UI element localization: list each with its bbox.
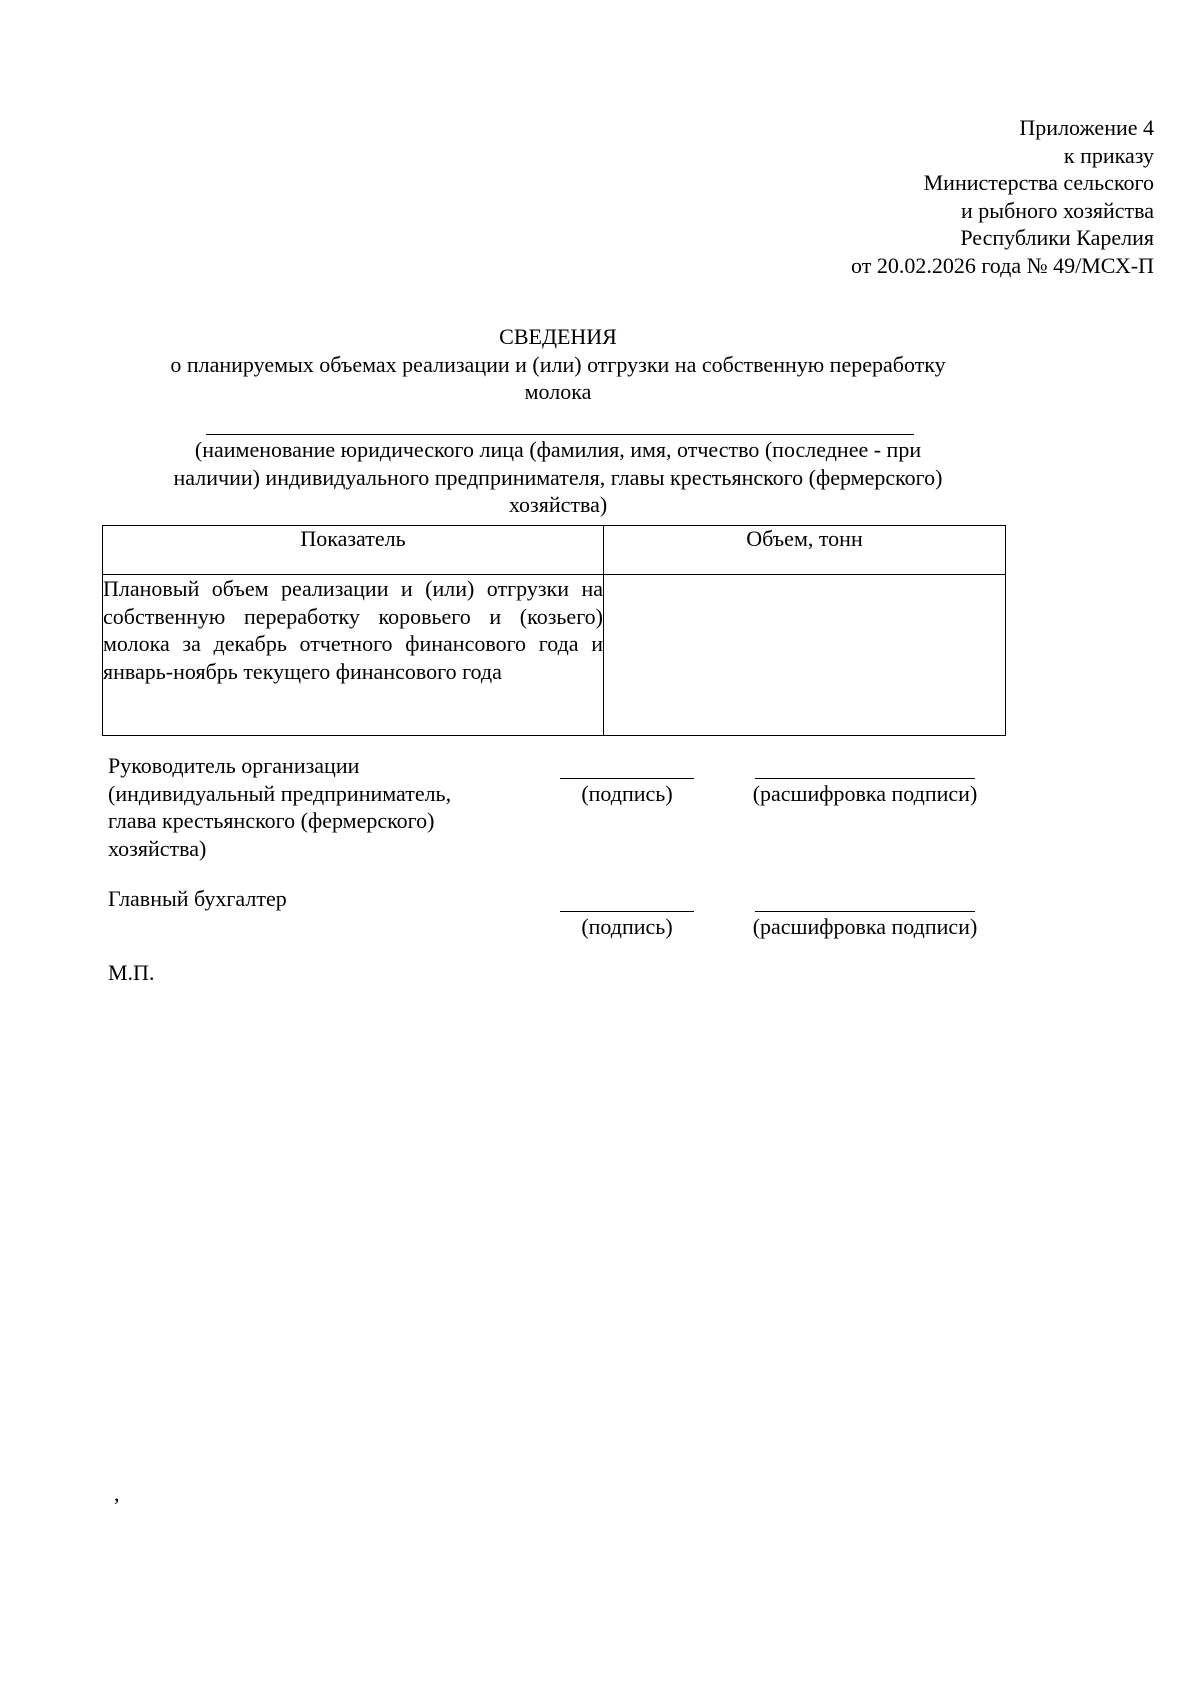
decoding-caption: (расшифровка подписи) bbox=[752, 914, 978, 939]
head-label-line: Руководитель организации bbox=[108, 753, 360, 778]
accountant-label: Главный бухгалтер bbox=[108, 886, 287, 911]
appendix-line: Министерства сельского bbox=[923, 170, 1154, 196]
entity-caption: хозяйства) bbox=[508, 492, 608, 517]
table-row bbox=[103, 575, 1006, 736]
document-title: СВЕДЕНИЯ bbox=[499, 324, 617, 349]
signature-caption: (подпись) bbox=[581, 914, 673, 939]
stray-comma: , bbox=[114, 1481, 120, 1506]
signature-line bbox=[560, 911, 694, 912]
entity-name-line bbox=[206, 434, 914, 435]
signature-caption: (подпись) bbox=[581, 781, 673, 806]
head-label-line: глава крестьянского (фермерского) bbox=[108, 808, 435, 834]
appendix-header bbox=[851, 114, 1154, 280]
column-header: Объем, тонн bbox=[604, 526, 1006, 575]
entity-caption: (наименование юридического лица (фамилия, имя, отчество (последнее - при bbox=[194, 437, 922, 462]
appendix-line: Приложение 4 bbox=[1019, 115, 1154, 140]
decoding-caption: (расшифровка подписи) bbox=[752, 781, 978, 806]
appendix-line: к приказу bbox=[1063, 142, 1154, 168]
entity-caption: наличии) индивидуального предпринимателя, главы крестьянского (фермерского) bbox=[173, 465, 943, 490]
head-label-line: хозяйства) bbox=[108, 835, 207, 861]
signature-line bbox=[560, 778, 694, 779]
signature-decoding-line bbox=[755, 911, 975, 912]
appendix-line: и рыбного хозяйства bbox=[961, 197, 1154, 223]
table-header-row bbox=[103, 526, 1006, 575]
head-label-line: (индивидуальный предприниматель, bbox=[108, 780, 452, 806]
head-label bbox=[108, 752, 451, 862]
column-header: Показатель bbox=[103, 526, 604, 575]
volume-cell bbox=[604, 575, 1006, 736]
volume-table bbox=[102, 525, 1006, 736]
document-subtitle: о планируемых объемах реализации и (или) отгрузки на собственную переработку bbox=[170, 352, 946, 377]
stamp-place-label: М.П. bbox=[108, 960, 155, 985]
indicator-cell: Плановый объем реализации и (или) отгрузки на собственную переработку коровьего и (козьего) молока за декабрь отчетного финансового года и январь-ноябрь текущего финансового года bbox=[103, 575, 604, 736]
document-subtitle-cont: молока bbox=[524, 379, 592, 404]
signature-decoding-line bbox=[755, 778, 975, 779]
appendix-line: от 20.02.2026 года № 49/МСХ-П bbox=[851, 252, 1154, 278]
appendix-line: Республики Карелия bbox=[960, 225, 1154, 251]
